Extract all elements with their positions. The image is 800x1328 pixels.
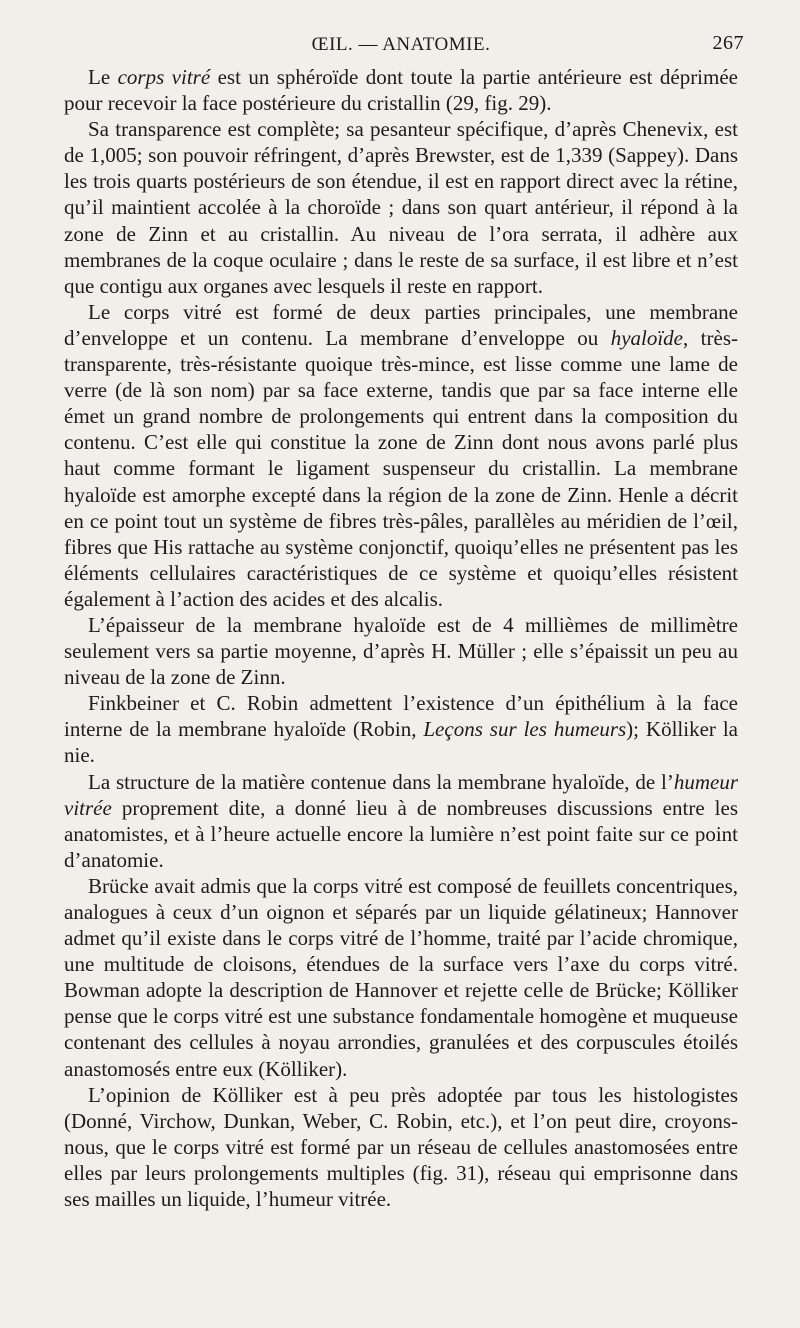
text-body bbox=[64, 64, 738, 1212]
text-run: L’opinion de Kölliker est à peu près adoptée par tous les histologistes (Donné, Virchow, Dunkan, Weber, C. Robin, etc.), et l’on peut dire, croyons-nous, que le corps vitré est formé par un réseau de cellules anastomosées entre elles par leurs prolongements multiples (fig. 31), réseau qui emprisonne dans ses mailles un liquide, l’humeur vitrée. bbox=[64, 1082, 738, 1212]
page-number: 267 bbox=[712, 32, 744, 54]
text-run: Finkbeiner et C. Robin admettent l’existence d’un épithélium à la face interne de la membrane hyaloïde (Robin, bbox=[64, 691, 738, 742]
text-run: Le corps vitré est formé de deux parties principales, une membrane d’enveloppe et un contenu. La membrane d’enveloppe ou bbox=[64, 299, 738, 350]
paragraph bbox=[64, 612, 738, 690]
text-run: L’épaisseur de la membrane hyaloïde est de 4 millièmes de millimètre seulement vers sa partie moyenne, d’après H. Müller ; elle s’épaissit un peu au niveau de la zone de Zinn. bbox=[64, 612, 738, 690]
text-run: ); Kölliker la nie. bbox=[64, 717, 738, 768]
text-run: Brücke avait admis que la corps vitré est composé de feuillets concentriques, analogues à ceux d’un oignon et séparés par un liquide gélatineux; Hannover admet qu’il existe dans le corps vitré de l’homme, traité par l’acide chromique, une multitude de cloisons, étendues de la surface vers l’axe du corps vitré. Bowman adopte la description de Hannover et rejette celle de Brücke; Kölliker pense que le corps vitré est une substance fondamentale homogène et muqueuse contenant des cellules à noyau arrondies, granulées et des corpuscules étoilés anastomosés entre eux (Kölliker). bbox=[64, 873, 738, 1081]
text-run: , très-transparente, très-résistante quoique très-mince, est lisse comme une lame de verre (de là son nom) par sa face externe, tandis que par sa face interne elle émet un grand nombre de prolongements qui entrent dans la composition du contenu. C’est elle qui constitue la zone de Zinn dont nous avons parlé plus haut comme formant le ligament suspenseur du cristallin. La membrane hyaloïde est amorphe excepté dans la région de la zone de Zinn. Henle a décrit en ce point tout un système de fibres très-pâles, parallèles au méridien de l’œil, fibres que His rattache au système conjonctif, quoiqu’elles ne présentent pas les éléments cellulaires caractéristiques de ce système et quoiqu’elles résistent également à l’action des acides et des alcalis. bbox=[64, 325, 738, 611]
text-run: Sa transparence est complète; sa pesanteur spécifique, d’après Chenevix, est de 1,005; son pouvoir réfringent, d’après Brewster, est de 1,339 (Sappey). Dans les trois quarts postérieurs de son étendue, il est en rapport direct avec la rétine, qu’il maintient accolée à la choroïde ; dans son quart antérieur, il répond à la zone de Zinn et au cristallin. Au niveau de l’ora serrata, il adhère aux membranes de la coque oculaire ; dans le reste de sa surface, il est libre et n’est que contigu aux organes avec lesquels il reste en rapport. bbox=[64, 117, 738, 298]
italic-term: corps vitré bbox=[117, 65, 211, 89]
paragraph bbox=[64, 769, 738, 873]
italic-term: humeur vitrée bbox=[64, 769, 738, 820]
paragraph bbox=[64, 1082, 738, 1212]
paragraph bbox=[64, 873, 738, 1082]
running-title: ŒIL. — ANATOMIE. bbox=[311, 34, 491, 55]
text-run: Le bbox=[88, 65, 118, 89]
running-header bbox=[64, 28, 744, 62]
text-run: La structure de la matière contenue dans la membrane hyaloïde, de l’ bbox=[88, 769, 674, 794]
paragraph bbox=[64, 690, 738, 768]
text-run: est un sphéroïde dont toute la partie antérieure est déprimée pour recevoir la face postérieure du cristallin (29, fig. 29). bbox=[64, 65, 738, 116]
paragraph bbox=[64, 64, 738, 116]
text-run: proprement dite, a donné lieu à de nombreuses discussions entre les anatomistes, et à l’heure actuelle encore la lumière n’est point faite sur ce point d’anatomie. bbox=[64, 795, 738, 872]
italic-term: Leçons sur les humeurs bbox=[423, 717, 627, 742]
paragraph bbox=[64, 116, 738, 299]
italic-term: hyaloïde bbox=[610, 325, 683, 350]
paragraph bbox=[64, 299, 738, 612]
